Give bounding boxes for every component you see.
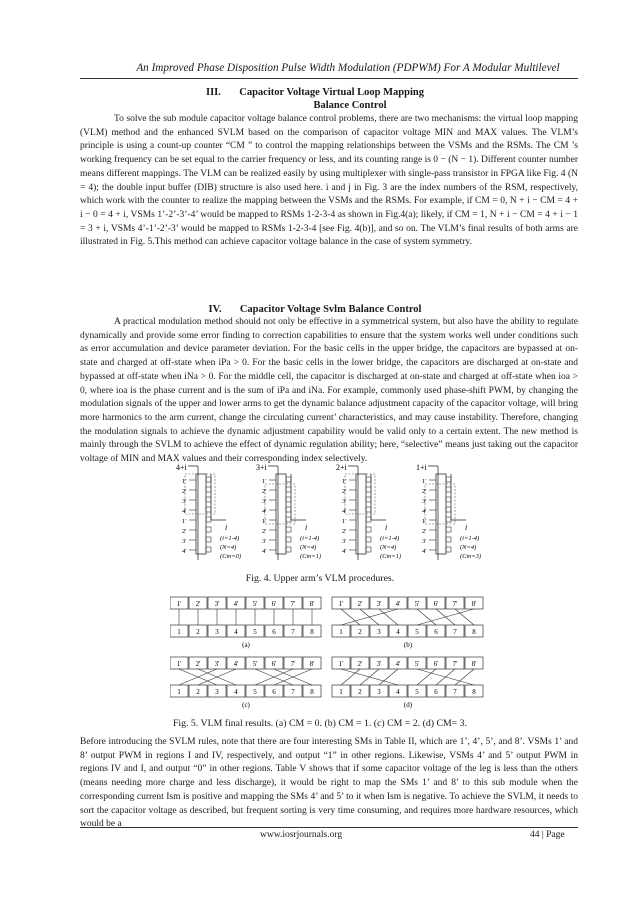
fig5-bottom-label: 7 (291, 628, 295, 636)
fig5-bottom-label: 1 (177, 628, 181, 636)
fig4-input-label: 4' (182, 508, 187, 515)
fig4-switch (286, 537, 291, 542)
fig4-input-label: 1' (182, 518, 187, 525)
fig5-bottom-label: 3 (377, 688, 381, 696)
fig5-top-label: 6' (433, 660, 439, 668)
fig4-panel-top-label: 2+i (336, 463, 347, 472)
fig4-input-label: 3' (262, 538, 267, 545)
fig5-bottom-label: 6 (434, 688, 438, 696)
fig4-input-label: 2' (262, 528, 267, 535)
fig4-param-label: (N=4) (300, 544, 317, 551)
section-4-text: A practical modulation method should not only be effective in a symmetrical system, but also have the ability to regulate dynamically and provide some error finding to correction capabilities to ensure that the system works well under conditions such as error accumulation and device parameter deviation. For the basic cells in the upper bridge, the capacitors are bypassed at on-state and charged at off-state when iPa > 0. For the basic cells in the lower bridge, the capacitors are discharged at on-state and bypassed at off-state when iNa > 0. For the middle cell, the capacitor is discharged at on-state and charged at off-state when ioa > 0, where ioa is the phase current and is the sum of iPa and iNa. For example, commonly used phase-shift PWM, by changing the modulation signals of the upper and lower arms to get the dynamic balance adjustment capacity of the capacitor voltage, will bring more harmonics to the arm current, change the circulating current’ characteristics, and may cause instability. Therefore, changing the modulation signals to achieve the dynamic adjustment capability would be valid only to a certain extent. The new method is mainly through the SVLM to achieve the effect of dynamic regulation ability; here, “selective” means just taking out the capacitor voltage of MIN and MAX values and their corresponding index selectively. (80, 317, 578, 465)
fig4-switch (446, 487, 451, 492)
fig5-top-label: 4' (233, 660, 239, 668)
fig4-input-label: 2' (342, 528, 347, 535)
fig4-output-label: i (385, 523, 388, 532)
fig5-bottom-label: 6 (272, 628, 276, 636)
fig5-top-label: 1' (338, 600, 344, 608)
fig5-panel-label: (d) (403, 701, 413, 709)
fig4-switch (286, 487, 291, 492)
footer-divider (80, 827, 578, 828)
fig4-param-label: (N=4) (380, 544, 397, 551)
fig4-param-label: (Cm=0) (220, 553, 241, 560)
fig5-top-label: 5' (414, 600, 420, 608)
fig5-top-label: 6' (271, 660, 277, 668)
fig5-top-label: 3' (376, 600, 382, 608)
section-3-title-line2: Balance Control (313, 100, 387, 111)
fig5-top-label: 1' (176, 600, 182, 608)
fig4-param-label: (Cm=1) (300, 553, 321, 560)
fig4-panel-top-label: 3+i (256, 463, 267, 472)
fig4-input-label: 2' (422, 528, 427, 535)
fig5-bottom-label: 3 (215, 688, 219, 696)
fig4-param-label: (i=1-4) (300, 535, 320, 542)
fig5-top-label: 3' (214, 600, 220, 608)
fig4-switch (286, 507, 291, 512)
fig4-input-label: 3' (342, 538, 347, 545)
fig5-bottom-label: 1 (339, 688, 343, 696)
fig4-input-label: 4' (262, 508, 267, 515)
fig5-bottom-label: 2 (196, 688, 200, 696)
fig4-caption: Fig. 4. Upper arm’s VLM procedures. (245, 573, 395, 584)
fig5-bottom-label: 3 (377, 628, 381, 636)
fig5-bottom-label: 2 (358, 688, 362, 696)
fig4-input-label: 3' (422, 538, 427, 545)
fig4-input-label: 1' (262, 518, 267, 525)
fig5-top-label: 8' (309, 600, 315, 608)
fig4-panel-top-label: 4+i (176, 463, 187, 472)
fig4-input-label: 1' (342, 518, 347, 525)
fig4-switch (286, 547, 291, 552)
fig4-switch (446, 507, 451, 512)
fig5-bottom-label: 3 (215, 628, 219, 636)
section-4-number: IV. (208, 304, 222, 315)
fig5-top-label: 1' (176, 660, 182, 668)
fig5-bottom-label: 4 (234, 628, 238, 636)
section-3-text: To solve the sub module capacitor voltage balance control problems, there are two mechanisms: the virtual loop mapping (VLM) method and the enhanced SVLM based on the comparison of capacitor voltage MIN and MAX values. The VLM’s principle is using a count-up counter “CM ” to control the mapping relationships between the VSMs and the RSMs. The CM ’s working frequency can be set equal to the carrier frequency or less, and its counting range is 0 − (N − 1). Different counter number means different mappings. The VLM can be realized easily by using multiplexer with single-pass transistor in FPGA like Fig. 4 (N = 4); the double input buffer (DIB) structure is also used here. i and j in Fig. 3 are the index numbers of the RSM, respectively, which work with the counter to realize the mapping between the VSMs and the RSMs. For example, if CM = 0, N + i − CM = 4 + i − 0 = 4 + i, VSMs 1’-2’-3’-4’ would be mapped to RSMs 1-2-3-4 as shown in Fig.4(a); likely, if CM = 1, N + i − CM = 4 + i − 1 = 3 + i, VSMs 4’-1’-2’-3’ would be mapped to RSMs 1-2-3-4 [see Fig. 4(b)], and so on. The VLM’s final results of both arms are illustrated in Fig. 5.This method can achieve capacitor voltage balance in the case of system symmetry. (80, 114, 578, 248)
fig4-switch (446, 497, 451, 502)
fig5-top-label: 1' (338, 660, 344, 668)
fig5-bottom-label: 5 (253, 628, 257, 636)
fig4-switch (446, 527, 451, 532)
fig5-top-label: 2' (195, 600, 201, 608)
section-3-number: III. (205, 87, 221, 98)
fig5-bottom-label: 1 (339, 628, 343, 636)
fig4-input-label: 4' (342, 508, 347, 515)
fig5-top-label: 8' (471, 600, 477, 608)
fig4-input-label: 1' (422, 518, 427, 525)
fig5-bottom-label: 5 (415, 628, 419, 636)
fig5-panel-label: (c) (242, 701, 250, 709)
fig5-bottom-label: 4 (396, 688, 400, 696)
fig5-bottom-label: 1 (177, 688, 181, 696)
fig5-bottom-label: 8 (310, 628, 314, 636)
fig5-top-label: 7' (290, 600, 296, 608)
fig4-switch (206, 537, 211, 542)
fig4-switch (446, 517, 451, 522)
fig4-param-label: (i=1-4) (380, 535, 400, 542)
fig4-input-label: 4' (182, 548, 187, 555)
fig5-top-label: 6' (433, 600, 439, 608)
fig4-input-label: 4' (422, 508, 427, 515)
fig5-diagram (170, 595, 490, 715)
fig5-top-label: 2' (357, 600, 363, 608)
fig5-top-label: 7' (452, 600, 458, 608)
fig5-top-label: 2' (195, 660, 201, 668)
fig4-param-label: (N=4) (220, 544, 237, 551)
fig4-switch (286, 517, 291, 522)
fig4-input-label: 4' (422, 548, 427, 555)
fig5-mapping-arrow (360, 669, 379, 685)
fig5-bottom-label: 6 (272, 688, 276, 696)
fig4-switch (366, 537, 371, 542)
section-4-heading (150, 303, 480, 316)
fig4-input-label: 1' (422, 478, 427, 485)
fig5-bottom-label: 8 (310, 688, 314, 696)
fig4-switch (286, 527, 291, 532)
fig4-input-label: 4' (262, 548, 267, 555)
fig5-bottom-label: 5 (415, 688, 419, 696)
fig5-top-label: 7' (452, 660, 458, 668)
fig4-input-label: 4' (342, 548, 347, 555)
fig4-input-label: 2' (422, 488, 427, 495)
fig4-switch (366, 507, 371, 512)
fig5-bottom-label: 2 (196, 628, 200, 636)
fig4-switch (206, 497, 211, 502)
fig5-top-label: 4' (233, 600, 239, 608)
fig4-switch (206, 487, 211, 492)
fig5-mapping-arrow (341, 609, 398, 625)
fig4-input-label: 3' (182, 498, 187, 505)
fig5-top-label: 3' (376, 660, 382, 668)
running-header: An Improved Phase Disposition Pulse Width Modulation (PDPWM) For A Modular Multilevel (136, 62, 560, 74)
fig4-input-label: 3' (262, 498, 267, 505)
footer-page-number: 44 | Page (530, 830, 565, 840)
fig4-mux-block (436, 474, 446, 554)
fig5-top-label: 6' (271, 600, 277, 608)
section-4-title: Capacitor Voltage Svlm Balance Control (239, 304, 422, 315)
fig4-output-label: i (465, 523, 468, 532)
fig5-top-label: 2' (357, 660, 363, 668)
fig4-switch (446, 537, 451, 542)
fig4-input-label: 1' (182, 478, 187, 485)
fig4-switch (366, 487, 371, 492)
fig4-switch (366, 517, 371, 522)
fig5-top-label: 4' (395, 600, 401, 608)
fig4-param-label: (Cm=3) (460, 553, 481, 560)
fig5-top-label: 7' (290, 660, 296, 668)
fig5-mapping-arrow (436, 669, 455, 685)
fig5-panel-label: (a) (242, 641, 250, 649)
header-divider (80, 78, 578, 79)
fig4-switch (206, 507, 211, 512)
fig4-switch (366, 547, 371, 552)
fig4-input-label: 2' (182, 528, 187, 535)
fig5-panel-label: (b) (403, 641, 413, 649)
fig4-input-label: 3' (342, 498, 347, 505)
fig4-panel-top-label: 1+i (416, 463, 427, 472)
fig4-switch (366, 477, 371, 482)
fig5-bottom-label: 4 (234, 688, 238, 696)
fig5-top-label: 8' (309, 660, 315, 668)
fig4-param-label: (i=1-4) (460, 535, 480, 542)
fig4-param-label: (i=1-4) (220, 535, 240, 542)
closing-paragraph: Before introducing the SVLM rules, note that there are four interesting SMs in Table II, which are 1’, 4’, 5’, and 8’. VSMs 1’ and 8’ output PWM in regions I and IV, respectively, and output “1” in other regions. Likewise, VSMs 4’ and 5’ output PWM in regions IV and I, and output “0” in other regions. Table V shows that if some capacitor voltage of the leg is less than the others (means needing more charge and less discharge), it would be right to map the SMs 1’ and 8’ to this sub module when the corresponding current Ism is positive and mapping the SMs 4’ and 5’ to it when Ism is negative. To achieve the SVLM, it needs to sort the capacitor voltage as described, but frequent sorting is very time consuming, and requires more hardware resources, which would be a (80, 737, 578, 830)
fig4-output-label: i (305, 523, 308, 532)
fig5-top-label: 5' (252, 660, 258, 668)
fig4-input-label: 1' (342, 478, 347, 485)
fig5-bottom-label: 7 (291, 688, 295, 696)
fig5-bottom-label: 4 (396, 628, 400, 636)
fig5-bottom-label: 8 (472, 688, 476, 696)
fig5-top-label: 5' (252, 600, 258, 608)
section-3-paragraph (80, 113, 578, 250)
fig4-param-label: (Cm=1) (380, 553, 401, 560)
fig5-bottom-label: 6 (434, 628, 438, 636)
fig5-top-label: 4' (395, 660, 401, 668)
fig5-top-label: 8' (471, 660, 477, 668)
fig4-switch (286, 497, 291, 502)
fig4-input-label: 2' (182, 488, 187, 495)
fig4-input-label: 2' (342, 488, 347, 495)
footer-url: www.iosrjournals.org (260, 830, 343, 840)
section-3-heading (150, 86, 480, 112)
fig4-switch (366, 497, 371, 502)
fig4-switch (206, 517, 211, 522)
fig5-bottom-label: 2 (358, 628, 362, 636)
fig5-caption: Fig. 5. VLM final results. (a) CM = 0. (b) CM = 1. (c) CM = 2. (d) CM= 3. (172, 718, 468, 729)
fig4-switch (446, 477, 451, 482)
fig4-input-label: 1' (262, 478, 267, 485)
fig5-bottom-label: 7 (453, 628, 457, 636)
fig4-mux-block (276, 474, 286, 554)
fig4-switch (366, 527, 371, 532)
fig5-top-label: 3' (214, 660, 220, 668)
fig4-switch (446, 547, 451, 552)
fig4-input-label: 2' (262, 488, 267, 495)
fig5-bottom-label: 5 (253, 688, 257, 696)
fig4-input-label: 3' (182, 538, 187, 545)
fig5-bottom-label: 7 (453, 688, 457, 696)
section-3-title-line1: Capacitor Voltage Virtual Loop Mapping (239, 87, 424, 98)
fig4-switch (286, 477, 291, 482)
fig4-switch (206, 547, 211, 552)
fig4-switch (206, 527, 211, 532)
fig4-param-label: (N=4) (460, 544, 477, 551)
fig4-switch (206, 477, 211, 482)
fig5-bottom-label: 8 (472, 628, 476, 636)
fig4-diagram (170, 460, 490, 570)
fig5-top-label: 5' (414, 660, 420, 668)
fig4-input-label: 3' (422, 498, 427, 505)
section-4-paragraph (80, 316, 578, 467)
fig4-output-label: i (225, 523, 228, 532)
fig5-mapping-arrow (417, 609, 474, 625)
